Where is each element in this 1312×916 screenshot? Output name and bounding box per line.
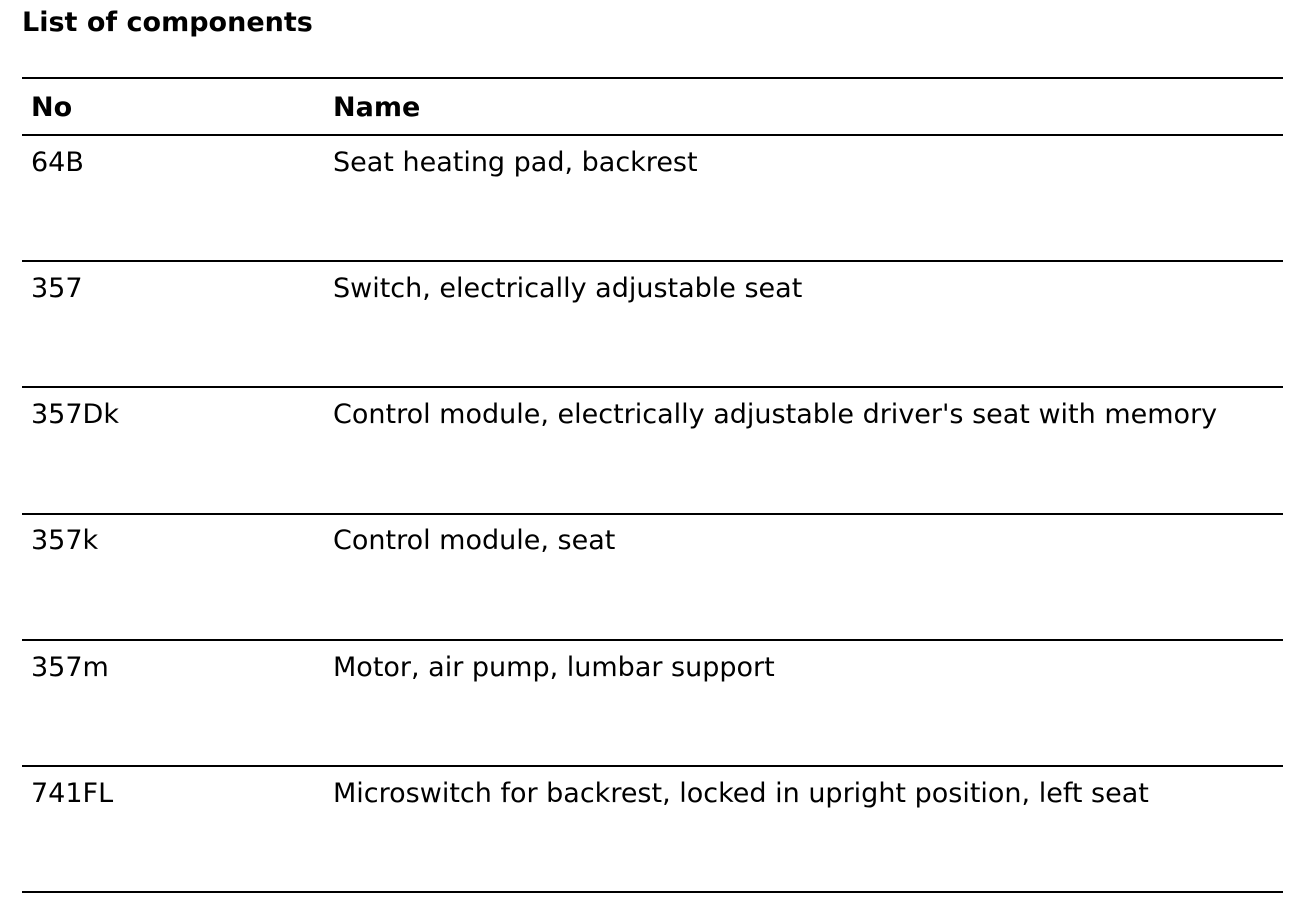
- header-name: Name: [333, 92, 421, 123]
- row-name: Seat heating pad, backrest: [333, 147, 698, 178]
- row-no: 357m: [31, 652, 109, 683]
- table-bottom-rule: [22, 891, 1283, 893]
- row-name: Switch, electrically adjustable seat: [333, 273, 803, 304]
- row-no: 357: [31, 273, 83, 304]
- row-divider: [22, 513, 1283, 515]
- row-divider: [22, 260, 1283, 262]
- row-name: Motor, air pump, lumbar support: [333, 652, 775, 683]
- row-no: 741FL: [31, 778, 114, 809]
- row-no: 357k: [31, 525, 99, 556]
- row-name: Microswitch for backrest, locked in upright position, left seat: [333, 778, 1149, 809]
- table-top-rule: [22, 77, 1283, 79]
- row-no: 357Dk: [31, 399, 119, 430]
- header-no: No: [31, 92, 73, 123]
- row-no: 64B: [31, 147, 84, 178]
- row-name: Control module, seat: [333, 525, 616, 556]
- row-divider: [22, 386, 1283, 388]
- header-bottom-rule: [22, 134, 1283, 136]
- row-divider: [22, 639, 1283, 641]
- row-divider: [22, 765, 1283, 767]
- row-name: Control module, electrically adjustable driver's seat with memory: [333, 399, 1218, 430]
- page-title: List of components: [22, 7, 313, 38]
